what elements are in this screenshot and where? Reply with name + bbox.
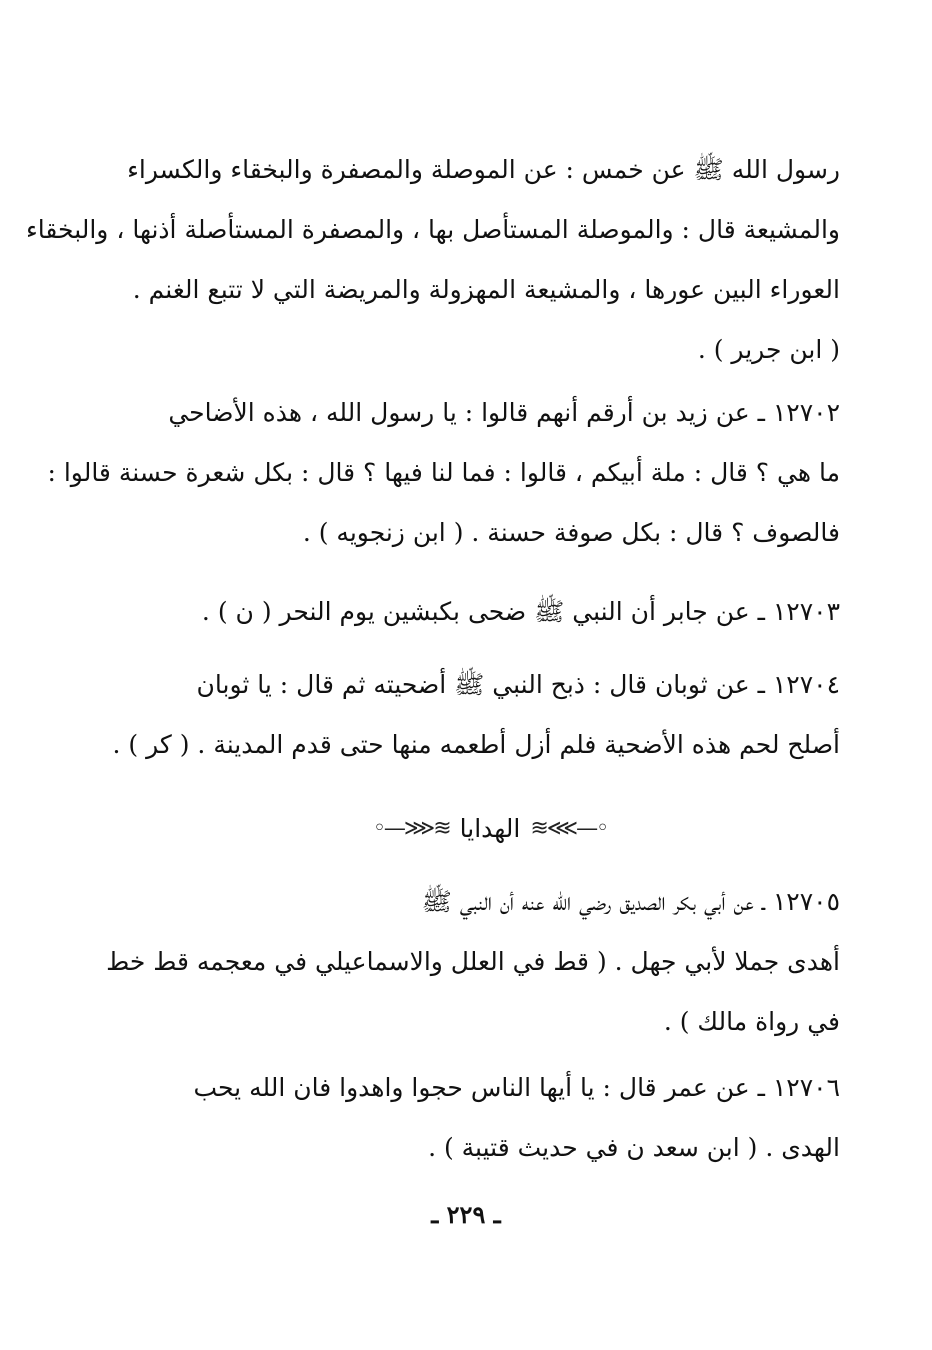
text-line: رسول الله ﷺ عن خمس : عن الموصلة والمصفرة والبخقاء والكسراء xyxy=(127,155,840,184)
text-line: في رواة مالك ) . xyxy=(663,1007,840,1036)
hadith-12704 xyxy=(112,655,840,775)
hadith-12705 xyxy=(106,872,840,1052)
page-number: ـ ٢٢٩ ـ xyxy=(431,1200,501,1229)
text-line: ١٢٧٠٣ ـ عن جابر أن النبي ﷺ ضحى بكبشين يوم النحر ( ن ) . xyxy=(201,597,840,626)
paragraph-continuation xyxy=(26,140,840,380)
text-line: الهدى . ( ابن سعد ن في حديث قتيبة ) . xyxy=(428,1133,840,1162)
text-line: ١٢٧٠٤ ـ عن ثوبان قال : ذبح النبي ﷺ أضحيته ثم قال : يا ثوبان xyxy=(196,670,840,699)
text-line: أصلح لحم هذه الأضحية فلم أزل أطعمه منها حتى قدم المدينة . ( كر ) . xyxy=(112,730,840,759)
text-line: أهدى جملا لأبي جهل . ( قط في العلل والاسماعيلي في معجمه قط خط xyxy=(106,947,840,976)
ornament-icon: ◦—⋙≋ xyxy=(530,815,608,841)
section-heading xyxy=(140,798,840,858)
text-line: ما هي ؟ قال : ملة أبيكم ، قالوا : فما لنا فيها ؟ قال : بكل شعرة حسنة قالوا : xyxy=(47,458,840,487)
section-heading-text: الهدايا xyxy=(459,813,521,843)
text-line: ( ابن جرير ) . xyxy=(697,335,840,364)
text-line: والمشيعة قال : والموصلة المستأصل بها ، والمصفرة المستأصلة أذنها ، والبخقاء xyxy=(26,215,840,244)
hadith-12702 xyxy=(47,383,840,563)
text-line: ١٢٧٠٦ ـ عن عمر قال : يا أيها الناس حجوا واهدوا فان الله يحب xyxy=(193,1073,840,1102)
ornament-icon: ≋⋘—◦ xyxy=(372,815,450,841)
hadith-12703 xyxy=(140,582,840,642)
text-line: العوراء البين عورها ، والمشيعة المهزولة والمريضة التي لا تتبع الغنم . xyxy=(132,275,840,304)
text-line: ١٢٧٠٢ ـ عن زيد بن أرقم أنهم قالوا : يا رسول الله ، هذه الأضاحي xyxy=(168,398,840,427)
text-line: فالصوف ؟ قال : بكل صوفة حسنة . ( ابن زنجويه ) . xyxy=(302,518,840,547)
hadith-12706 xyxy=(140,1058,840,1178)
text-line: ١٢٧٠٥ ـ عن أبي بكر الصديق رضي الله عنه أن النبي ﷺ xyxy=(421,887,840,916)
